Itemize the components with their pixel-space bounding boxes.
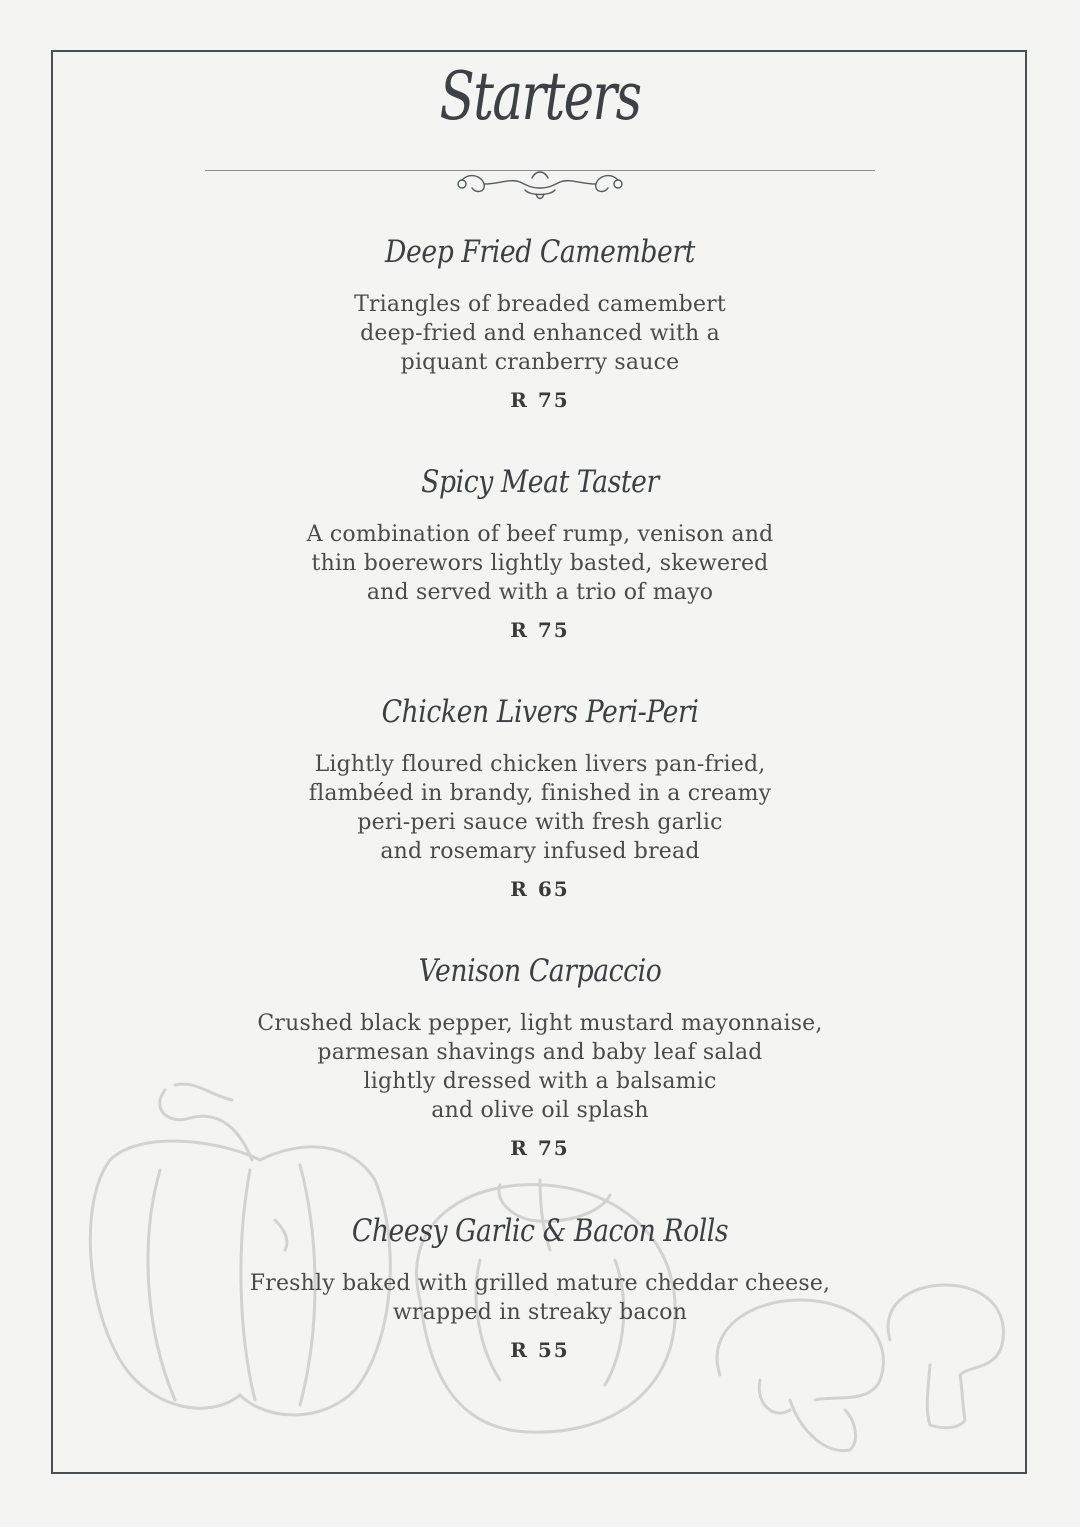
item-price: R 55 [510, 1338, 570, 1362]
item-price: R 75 [510, 618, 570, 642]
menu-title: Starters [439, 58, 641, 135]
menu-item [0, 462, 1080, 643]
menu-item [0, 692, 1080, 902]
flourish-ornament-icon [440, 166, 640, 206]
item-description [0, 1009, 1080, 1125]
item-description [0, 290, 1080, 377]
item-description-line: Crushed black pepper, light mustard mayonnaise, [257, 1011, 823, 1036]
item-description-line: flambéed in brandy, finished in a creamy [308, 781, 772, 806]
item-description [0, 1269, 1080, 1327]
item-description-line: Freshly baked with grilled mature cheddar cheese, [249, 1271, 831, 1296]
item-description-line: Triangles of breaded camembert [354, 292, 726, 317]
item-description-line: Lightly floured chicken livers pan-fried, [314, 752, 766, 777]
item-name: Spicy Meat Taster [421, 464, 659, 500]
item-description-line: A combination of beef rump, venison and [306, 522, 774, 547]
item-description-line: lightly dressed with a balsamic [363, 1069, 717, 1094]
item-price: R 75 [510, 1136, 570, 1160]
item-description-line: thin boerewors lightly basted, skewered [311, 551, 769, 576]
item-description-line: wrapped in streaky bacon [392, 1300, 688, 1325]
item-description-line: piquant cranberry sauce [400, 350, 680, 375]
menu-item [0, 1211, 1080, 1363]
item-description-line: deep-fried and enhanced with a [360, 321, 720, 346]
item-description-line: parmesan shavings and baby leaf salad [317, 1040, 763, 1065]
item-name: Chicken Livers Peri-Peri [381, 694, 699, 730]
menu-item [0, 232, 1080, 413]
item-description-line: and served with a trio of mayo [366, 580, 714, 605]
item-name: Deep Fried Camembert [385, 234, 695, 270]
menu-item [0, 951, 1080, 1161]
item-price: R 75 [510, 388, 570, 412]
item-description-line: and olive oil splash [431, 1098, 649, 1123]
item-description-line: and rosemary infused bread [380, 839, 700, 864]
item-description [0, 520, 1080, 607]
item-description-line: peri-peri sauce with fresh garlic [357, 810, 723, 835]
item-name: Cheesy Garlic & Bacon Rolls [351, 1213, 729, 1249]
item-price: R 65 [510, 877, 570, 901]
item-name: Venison Carpaccio [418, 953, 662, 989]
item-description [0, 750, 1080, 866]
